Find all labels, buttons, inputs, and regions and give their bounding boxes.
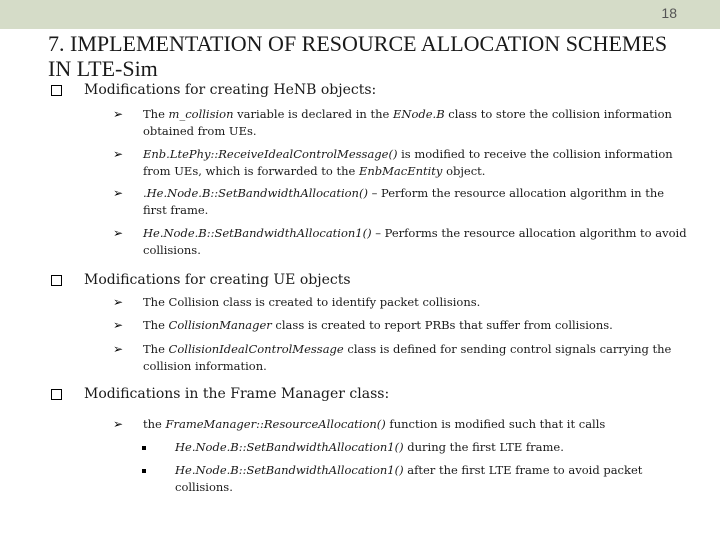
arrow-bullet-icon: ➢ bbox=[113, 186, 124, 200]
square-bullet-icon bbox=[142, 446, 146, 450]
arrow-bullet-icon: ➢ bbox=[113, 417, 124, 431]
arrow-bullet-icon: ➢ bbox=[113, 295, 124, 309]
list-item: .He.Node.B::SetBandwidthAllocation() – Perform the resource allocation algorithm in the first frame. bbox=[143, 186, 665, 217]
list-item: The m_collision variable is declared in the ENode.B class to store the collision information obtained from UEs. bbox=[143, 107, 672, 138]
list-item: The CollisionManager class is created to report PRBs that suffer from collisions. bbox=[143, 318, 613, 332]
arrow-bullet-icon: ➢ bbox=[113, 147, 124, 161]
sub-list-item: He.Node.B::SetBandwidthAllocation1() during the first LTE frame. bbox=[175, 440, 564, 454]
square-bullet-icon bbox=[142, 469, 146, 473]
arrow-bullet-icon: ➢ bbox=[113, 318, 124, 332]
slide-title: 7. IMPLEMENTATION OF RESOURCE ALLOCATION SCHEMES IN LTE-Sim bbox=[48, 31, 668, 81]
list-item: He.Node.B::SetBandwidthAllocation1() – Performs the resource allocation algorithm to avoid collisions. bbox=[143, 226, 687, 257]
list-item: The Collision class is created to identify packet collisions. bbox=[143, 295, 481, 309]
list-item: Enb.LtePhy::ReceiveIdealControlMessage() is modified to receive the collision information from UEs, which is forwarded to the EnbMacEntity object. bbox=[143, 147, 673, 178]
page-number: 18 bbox=[661, 5, 677, 21]
section-bullet-icon bbox=[51, 275, 62, 286]
section-heading: Modifications for creating HeNB objects: bbox=[84, 82, 377, 98]
arrow-bullet-icon: ➢ bbox=[113, 226, 124, 240]
sub-list-item: He.Node.B::SetBandwidthAllocation1() after the first LTE frame to avoid packet collisions. bbox=[175, 463, 643, 494]
arrow-bullet-icon: ➢ bbox=[113, 107, 124, 121]
list-item: The CollisionIdealControlMessage class is defined for sending control signals carrying the collision information. bbox=[143, 342, 672, 373]
header-bar bbox=[0, 0, 720, 29]
arrow-bullet-icon: ➢ bbox=[113, 342, 124, 356]
section-heading: Modifications for creating UE objects bbox=[84, 272, 351, 288]
section-bullet-icon bbox=[51, 389, 62, 400]
section-bullet-icon bbox=[51, 85, 62, 96]
section-heading: Modifications in the Frame Manager class: bbox=[84, 386, 390, 402]
list-item: the FrameManager::ResourceAllocation() function is modified such that it calls bbox=[143, 417, 606, 431]
